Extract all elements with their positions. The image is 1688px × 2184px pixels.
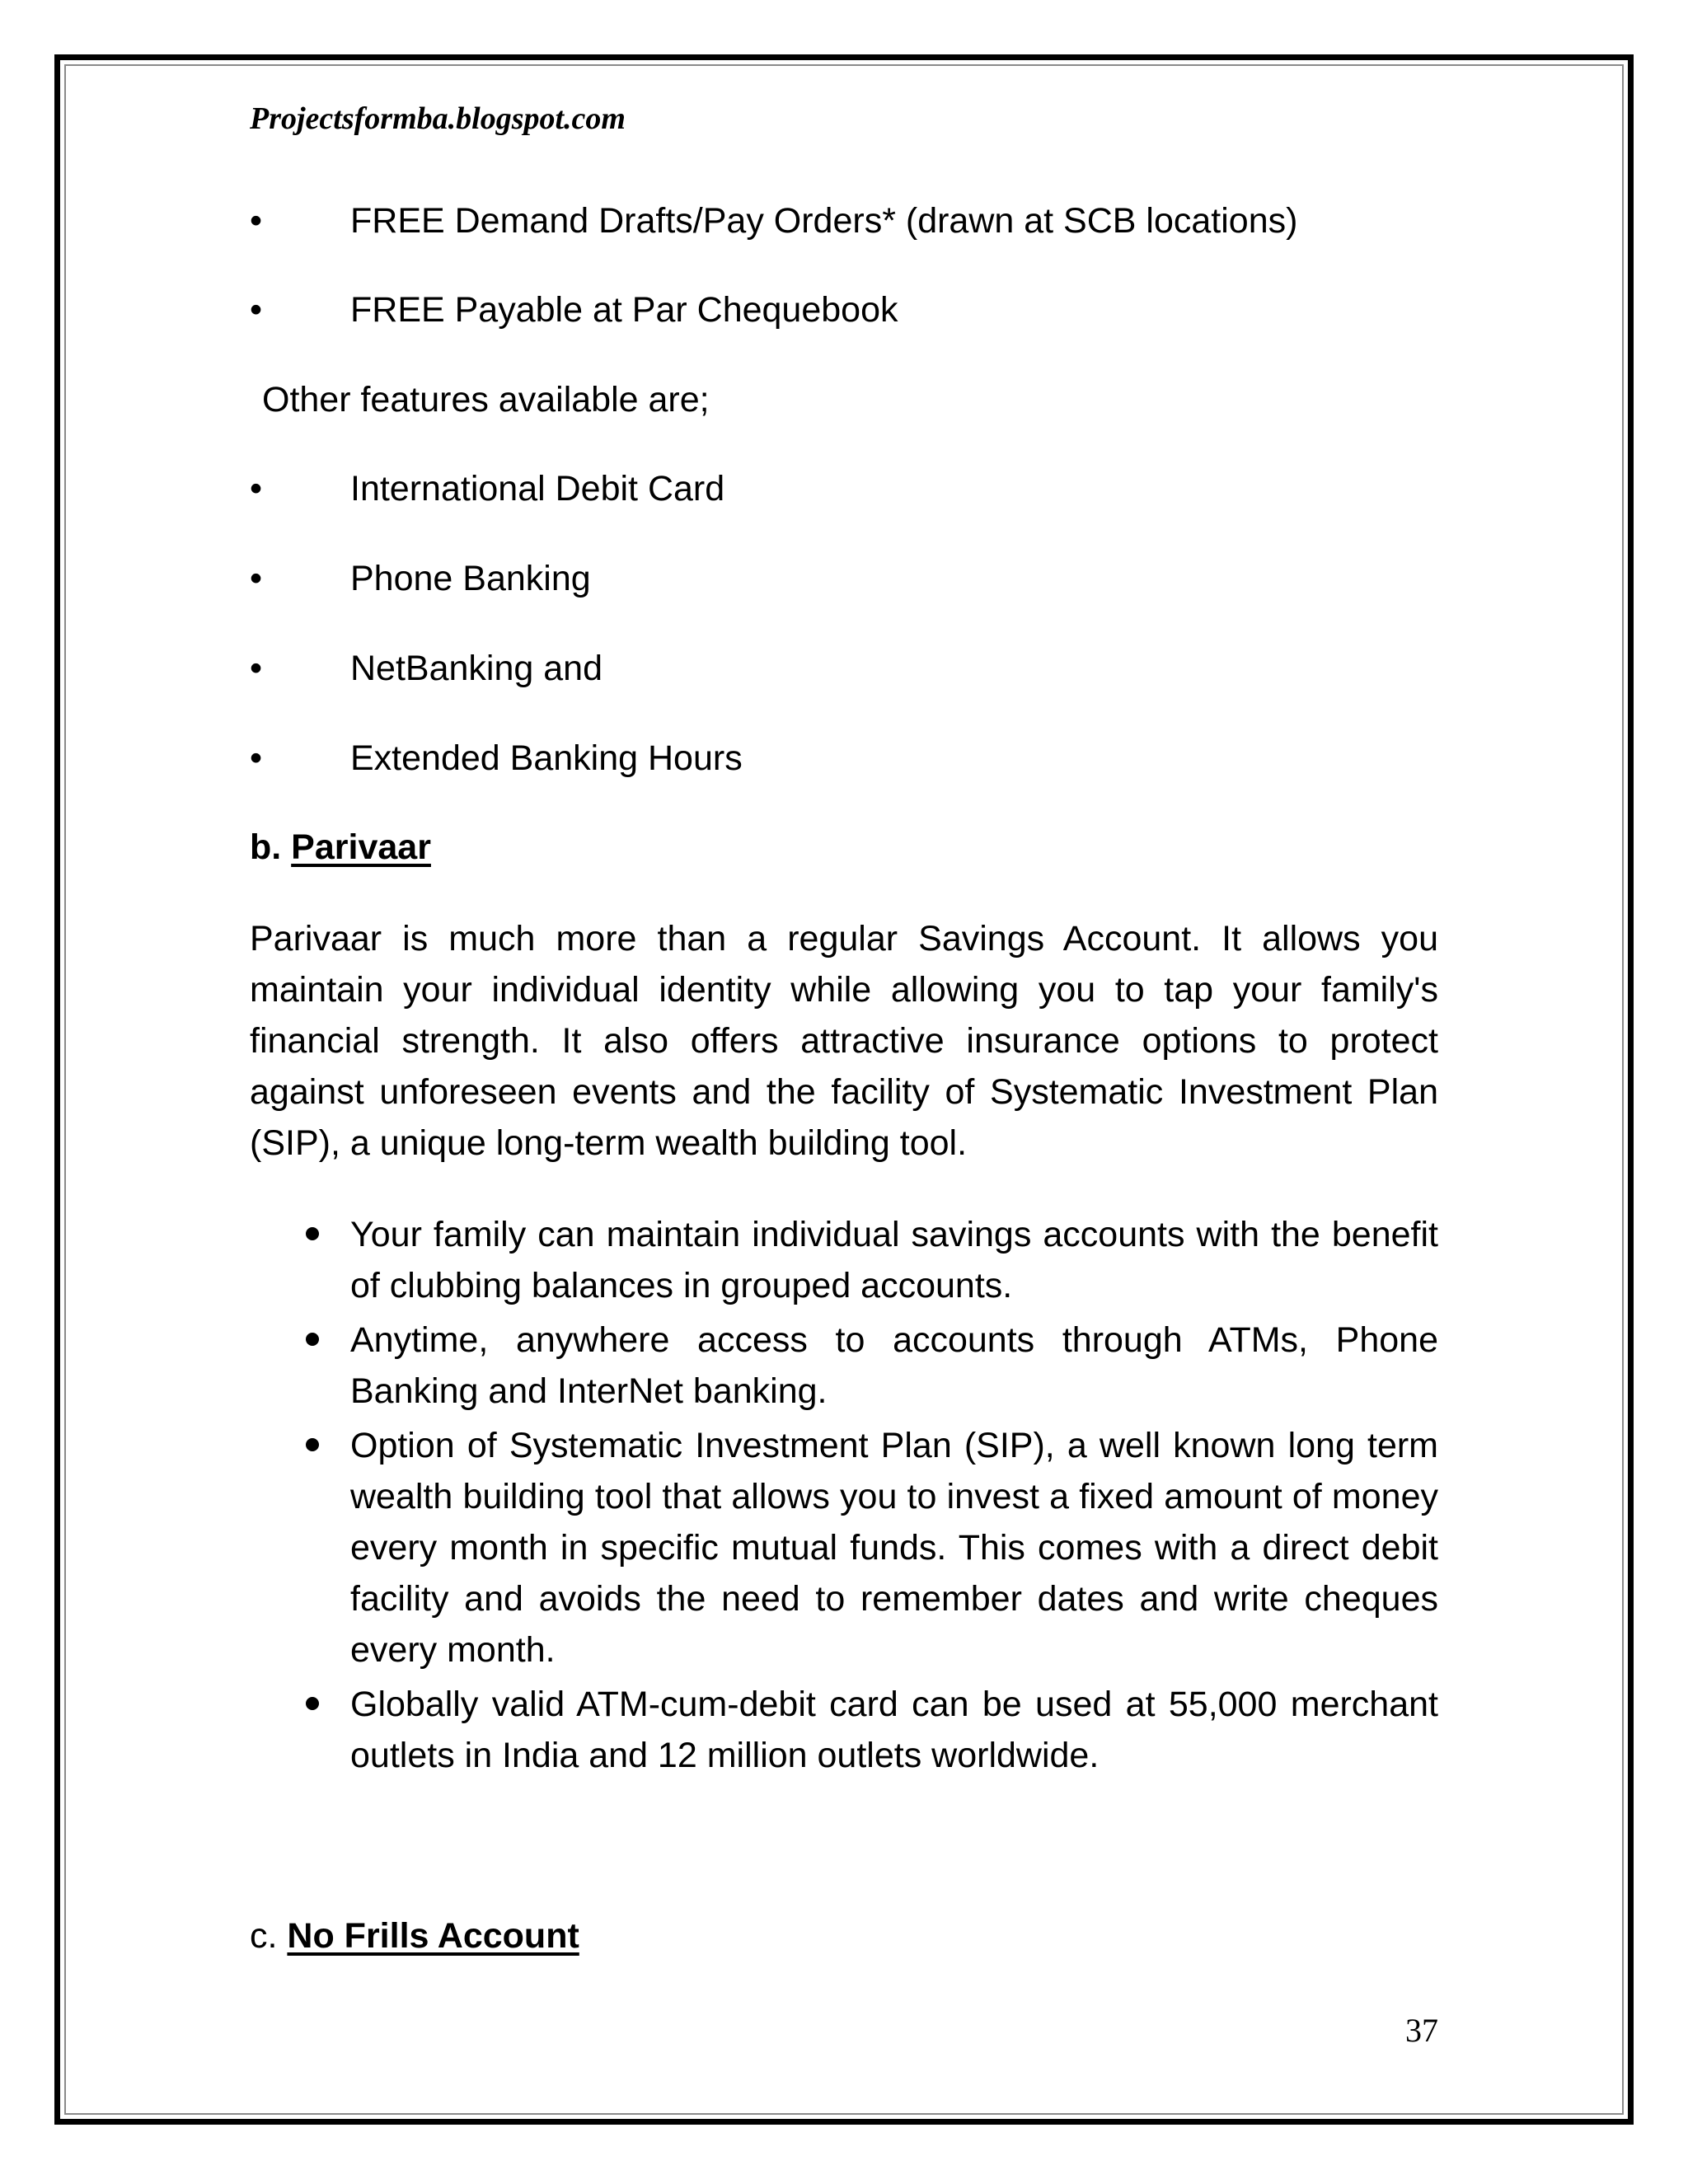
section-c-title: No Frills Account (287, 1916, 579, 1956)
list-item-text: Extended Banking Hours (350, 738, 743, 778)
list-item-text: NetBanking and (350, 649, 603, 688)
list-item (250, 1679, 1438, 1781)
section-c-prefix: c. (250, 1916, 288, 1956)
bullet-dot-icon (306, 1333, 319, 1346)
list-item-text: Your family can maintain individual savings accounts with the benefit of clubbing balances in grouped accounts. (350, 1215, 1438, 1305)
section-c-heading (250, 1916, 579, 1957)
section-b-heading (250, 827, 431, 868)
bullet-dot-icon (306, 1438, 319, 1451)
other-features-intro: Other features available are; (262, 380, 710, 419)
list-item-text: Anytime, anywhere access to accounts through ATMs, Phone Banking and InterNet banking. (350, 1320, 1438, 1411)
section-b-paragraph: Parivaar is much more than a regular Savings Account. It allows you maintain your individual identity while allowing you to tap your family's financial strength. It also offers attractive insurance options to protect against unforeseen events and the facility of Systematic Investment Plan (SIP), a unique long-term wealth building tool. (250, 919, 1438, 1163)
bullet-dot-icon (306, 1227, 319, 1240)
bullet-marker: • (250, 201, 263, 241)
list-item (250, 1315, 1438, 1417)
section-b-prefix: b. (250, 827, 292, 867)
list-item-text: International Debit Card (350, 469, 725, 509)
bullet-marker: • (250, 290, 263, 330)
bullet-marker: • (250, 469, 263, 509)
bullet-marker: • (250, 649, 263, 688)
list-item (250, 1209, 1438, 1311)
bullet-marker: • (250, 738, 263, 778)
section-b-bullets (250, 1209, 1438, 1784)
list-item-text: Phone Banking (350, 559, 591, 598)
page-number: 37 (1405, 2012, 1438, 2049)
list-item-text: Option of Systematic Investment Plan (SIP), a well known long term wealth building tool that allows you to invest a fixed amount of money every month in specific mutual funds. This comes with a direct debit facility and avoids the need to remember dates and write cheques every month. (350, 1426, 1438, 1670)
list-item-text: FREE Demand Drafts/Pay Orders* (drawn at SCB locations) (350, 201, 1298, 241)
list-item-text: FREE Payable at Par Chequebook (350, 290, 898, 330)
list-item (250, 1420, 1438, 1675)
bullet-marker: • (250, 559, 263, 598)
page-header: Projectsformba.blogspot.com (250, 101, 626, 136)
section-b-title: Parivaar (291, 827, 431, 867)
bullet-dot-icon (306, 1697, 319, 1710)
list-item-text: Globally valid ATM-cum-debit card can be used at 55,000 merchant outlets in India and 12 million outlets worldwide. (350, 1685, 1438, 1775)
